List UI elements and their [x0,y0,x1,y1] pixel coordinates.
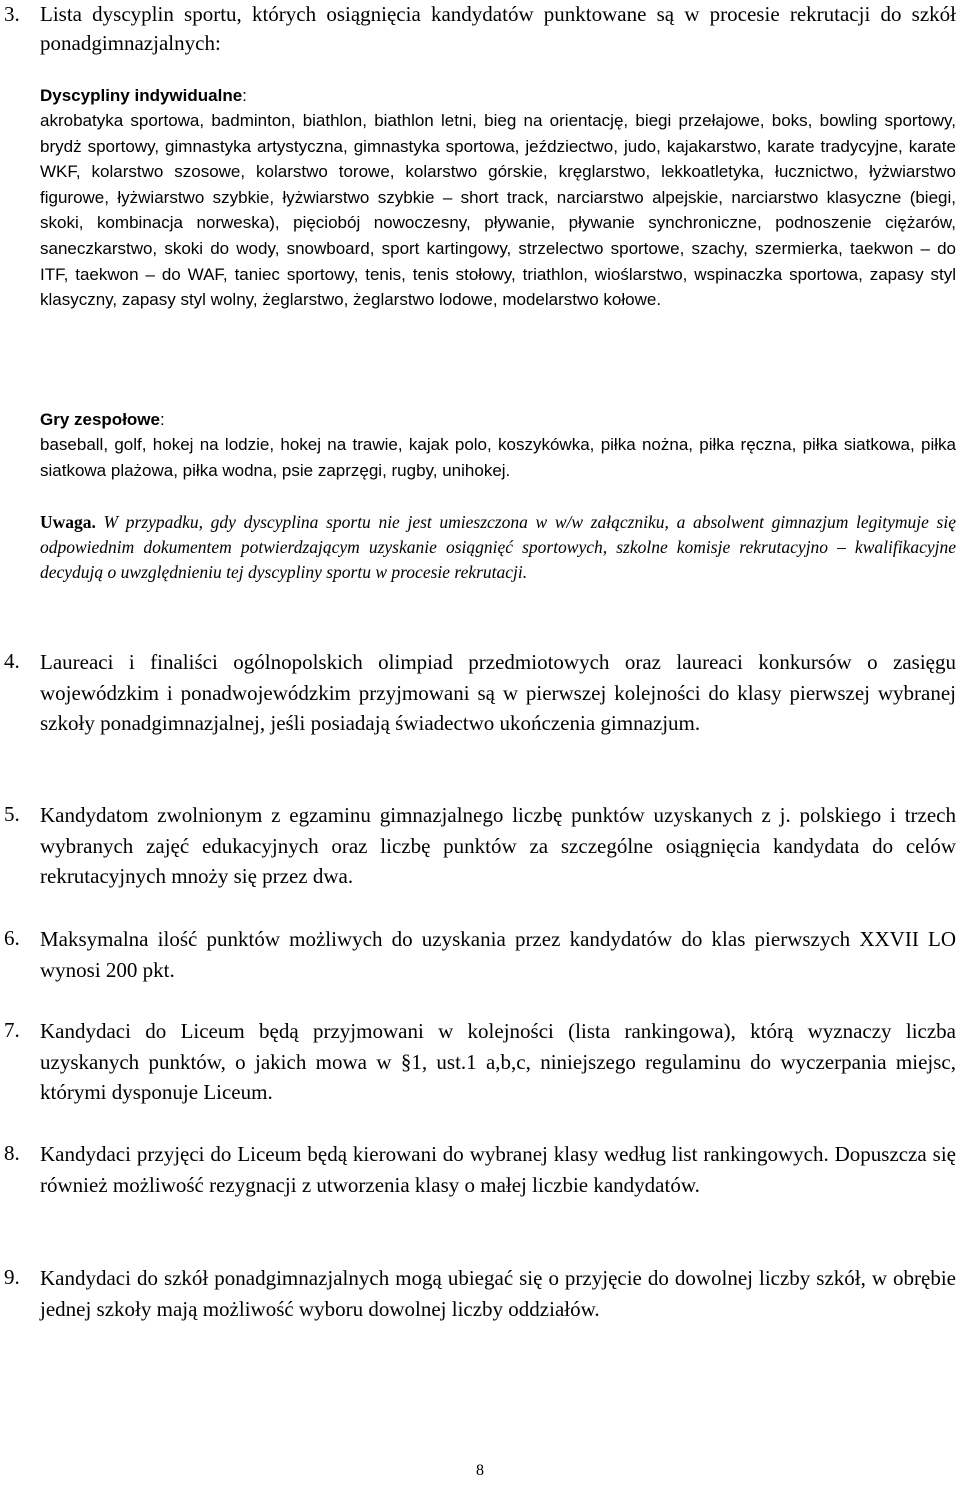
note-paragraph [40,510,956,586]
team-games-section [40,408,956,483]
individual-disciplines-label-colon: : [242,86,247,105]
item-number: 8. [4,1141,20,1165]
individual-disciplines-label-bold: Dyscypliny indywidualne [40,86,243,105]
item-text: Kandydaci do Liceum będą przyjmowani w kolejności (lista rankingowa), którą wyznaczy liczba uzyskanych punktów, o jakich mowa w §1, ust.1 a,b,c, niniejszego regulaminu do wyczerpania miejsc, którymi dysponuje Liceum. [40,1019,956,1104]
item-number: 4. [4,649,20,673]
individual-disciplines-label [40,84,956,108]
item-text: Kandydatom zwolnionym z egzaminu gimnazjalnego liczbę punktów uzyskanych z j. polskiego i trzech wybranych zajęć edukacyjnych oraz liczbę punktów za szczególne osiągnięcia kandydata do celów rekrutacyjnych mnoży się przez dwa. [40,803,956,888]
item-number: 6. [4,926,20,950]
team-games-text: baseball, golf, hokej na lodzie, hokej na trawie, kajak polo, koszykówka, piłka nożna, piłka ręczna, piłka siatkowa, piłka siatkowa plażowa, piłka wodna, psie zaprzęgi, rugby, unihokej. [40,435,956,480]
item-text: Maksymalna ilość punktów możliwych do uzyskania przez kandydatów do klas pierwszych XXVII LO wynosi 200 pkt. [40,927,956,982]
individual-disciplines-section [40,84,956,313]
item-text: Kandydaci do szkół ponadgimnazjalnych mogą ubiegać się o przyjęcie do dowolnej liczby szkół, w obrębie jednej szkoły mają możliwość wyboru dowolnej liczby oddziałów. [40,1266,956,1321]
note-label: Uwaga. [40,512,96,532]
item-number: 9. [4,1265,20,1289]
team-games-label-bold: Gry zespołowe [40,410,160,429]
note-text: W przypadku, gdy dyscyplina sportu nie jest umieszczona w w/w załączniku, a absolwent gimnazjum legitymuje się odpowiednim dokumentem potwierdzającym uzyskanie osiągnięć sportowych, szkolne komisje rekrutacyjno – kwalifikacyjne decydują o uwzględnieniu tej dyscypliny sportu w procesie rekrutacji. [40,512,956,583]
item-number: 3. [4,2,20,26]
item-text: Laureaci i finaliści ogólnopolskich olimpiad przedmiotowych oraz laureaci konkursów o zasięgu wojewódzkim i ponadwojewódzkim przyjmowani są w pierwszej kolejności do klasy pierwszej wybranej szkoły ponadgimnazjalnej, jeśli posiadają świadectwo ukończenia gimnazjum. [40,650,956,735]
page-number: 8 [476,1462,484,1479]
item-number: 5. [4,802,20,826]
item-3-heading: Lista dyscyplin sportu, których osiągnięcia kandydatów punktowane są w procesie rekrutacji do szkół ponadgimnazjalnych: [40,2,956,55]
item-number: 7. [4,1018,20,1042]
team-games-label [40,408,956,432]
team-games-label-colon: : [159,410,165,429]
item-text: Kandydaci przyjęci do Liceum będą kierowani do wybranej klasy według list rankingowych. Dopuszcza się również możliwość rezygnacji z utworzenia klasy o małej liczbie kandydatów. [40,1142,956,1197]
individual-disciplines-text: akrobatyka sportowa, badminton, biathlon, biathlon letni, bieg na orientację, biegi przełajowe, boks, bowling sportowy, brydż sportowy, gimnastyka artystyczna, gimnastyka sportowa, jeździectwo, judo, kajakarstwo, karate tradycyjne, karate WKF, kolarstwo szosowe, kolarstwo torowe, kolarstwo górskie, kręglarstwo, lekkoatletyka, łucznictwo, łyżwiarstwo figurowe, łyżwiarstwo szybkie, łyżwiarstwo szybkie – short track, narciarstwo alpejskie, narciarstwo klasyczne (biegi, skoki, kombinacja norweska), pięciobój nowoczesny, pływanie, pływanie synchroniczne, podnoszenie ciężarów, saneczkarstwo, skoki do wody, snowboard, sport kartingowy, strzelectwo sportowe, szachy, szermierka, taekwon – do ITF, taekwon – do WAF, taniec sportowy, tenis, tenis stołowy, triathlon, wioślarstwo, wspinaczka sportowa, zapasy styl klasyczny, zapasy styl wolny, żeglarstwo, żeglarstwo lodowe, modelarstwo kołowe. [40,111,956,310]
